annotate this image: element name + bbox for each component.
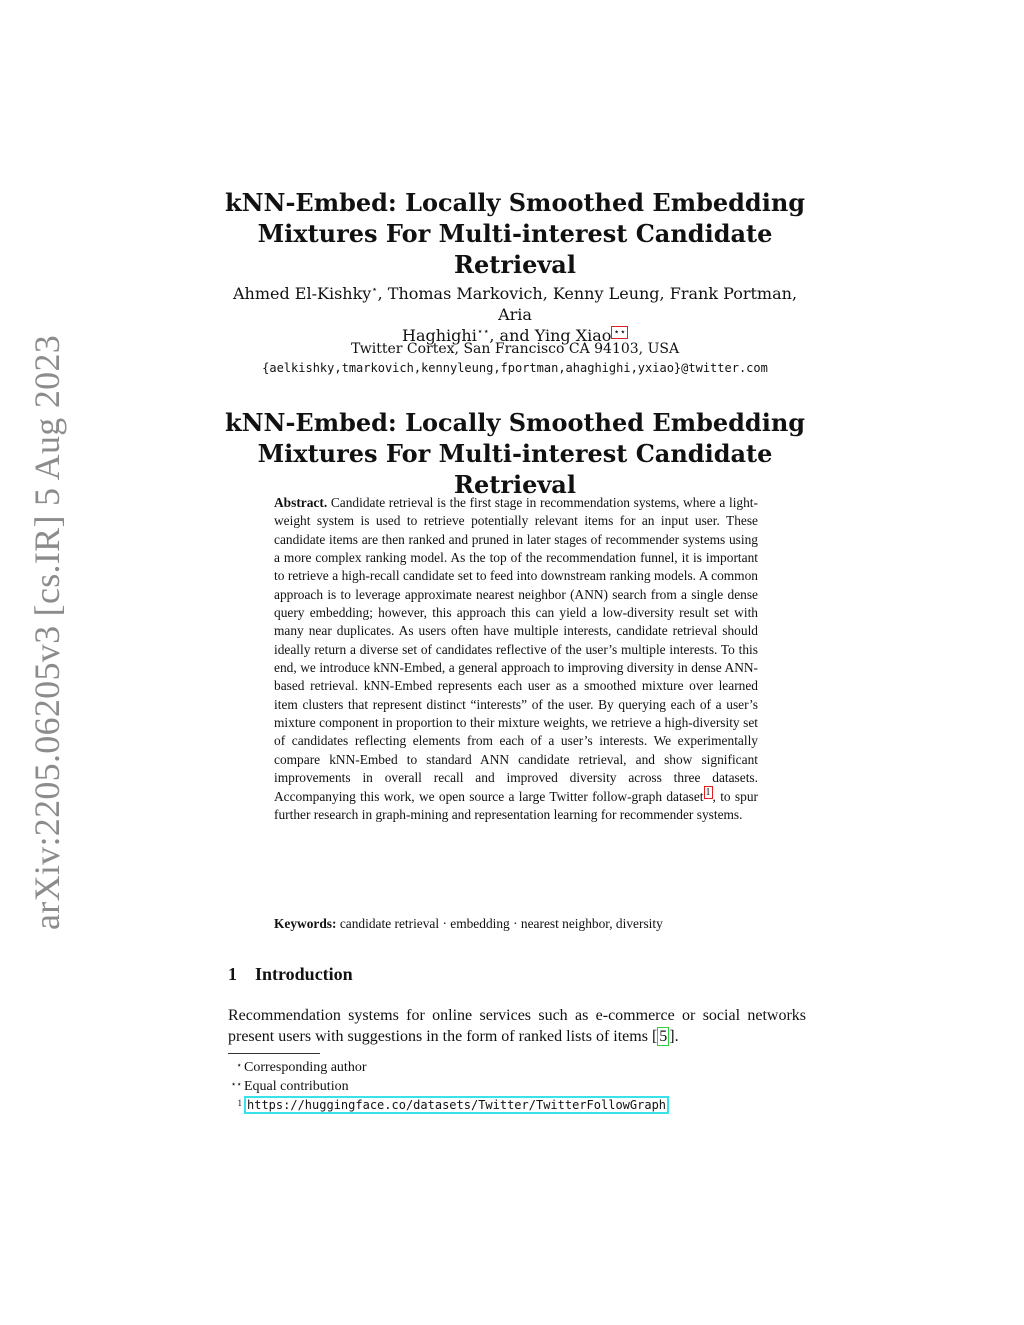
author-first: Ahmed El-Kishky — [232, 284, 372, 303]
footnote-text: Equal contribution — [244, 1079, 349, 1094]
author-list — [215, 283, 815, 346]
footnotes — [228, 1058, 828, 1115]
section-heading — [228, 964, 353, 985]
affiliation — [215, 340, 815, 378]
footnote-text: Corresponding author — [244, 1060, 367, 1075]
keywords-label: Keywords: — [274, 916, 337, 931]
footnote-link-1[interactable]: 1 — [705, 787, 711, 799]
authors-rest: , Thomas Markovich, Kenny Leung, Frank Portman, Aria — [377, 284, 798, 324]
dataset-url-link[interactable]: https://huggingface.co/datasets/Twitter/TwitterFollowGraph — [244, 1096, 669, 1114]
affiliation-emails: {aelkishky,tmarkovich,kennyleung,fportman,ahaghighi,yxiao}@twitter.com — [262, 361, 768, 375]
affiliation-org: Twitter Cortex, San Francisco CA 94103, USA — [350, 341, 680, 357]
footnote-mark: ⋆ — [236, 1060, 242, 1070]
abstract — [274, 494, 758, 824]
footnote-item — [228, 1058, 828, 1077]
abstract-text-end: , to spur further research in graph-mining and representation learning for recommender systems. — [274, 788, 758, 822]
intro-text: Recommendation systems for online services such as e-commerce or social networks present users with suggestions in the form of ranked lists of items [ — [228, 1007, 806, 1045]
title-repeat-line-2: Mixtures For Multi-interest Candidate Retrieval — [257, 439, 773, 499]
abstract-label: Abstract. — [274, 495, 328, 510]
citation-link[interactable]: 5 — [659, 1028, 668, 1045]
keywords — [274, 915, 758, 933]
author-xiao: , and Ying Xiao — [489, 326, 612, 345]
footnote-item — [228, 1096, 828, 1115]
paper-title-repeat — [200, 407, 830, 500]
author-haghighi: Haghighi — [402, 326, 477, 345]
title-line-1: kNN-Embed: Locally Smoothed Embedding — [224, 188, 806, 217]
equal-contrib-mark: ⋆⋆ — [476, 326, 490, 338]
footnote-mark: ⋆⋆ — [230, 1079, 242, 1089]
title-repeat-line-1: kNN-Embed: Locally Smoothed Embedding — [224, 408, 806, 437]
paper-title — [200, 187, 830, 280]
intro-paragraph — [228, 1005, 806, 1047]
arxiv-stamp: arXiv:2205.06205v3 [cs.IR] 5 Aug 2023 — [27, 334, 67, 930]
footnote-mark: 1 — [237, 1098, 242, 1108]
corresponding-mark: ⋆ — [371, 284, 378, 296]
footnote-link-equal[interactable]: ⋆⋆ — [613, 326, 626, 338]
intro-end: ]. — [669, 1028, 679, 1045]
section-number: 1 — [228, 964, 237, 984]
keywords-text: candidate retrieval · embedding · nearest neighbor, diversity — [339, 916, 663, 931]
title-line-2: Mixtures For Multi-interest Candidate Retrieval — [257, 219, 773, 279]
footnote-rule — [228, 1053, 320, 1054]
section-title: Introduction — [255, 964, 353, 984]
footnote-item — [228, 1077, 828, 1096]
abstract-text: Candidate retrieval is the first stage in recommendation systems, where a light-weight system is used to retrieve potentially relevant items for an input user. These candidate items are then ranked and pruned in later stages of recommender systems using a more complex ranking model. As the top of the recommendation funnel, it is important to retrieve a high-recall candidate set to feed into downstream ranking models. A common approach is to leverage approximate nearest neighbor (ANN) search from a single dense query embedding; however, this approach this can yield a low-diversity result set with many near duplicates. As users often have multiple interests, candidate retrieval should ideally return a diverse set of candidates reflective of the user’s multiple interests. To this end, we introduce kNN-Embed, a general approach to improving diversity in dense ANN-based retrieval. kNN-Embed represents each user as a smoothed mixture over learned item clusters that represent distinct “interests” of the user. By querying each of a user’s mixture component in proportion to their mixture weights, we retrieve a high-diversity set of candidates reflecting elements from each of a user’s interests. We experimentally compare kNN-Embed to standard ANN candidate retrieval, and show significant improvements in overall recall and improved diversity across three datasets. Accompanying this work, we open source a large Twitter follow-graph dataset — [274, 495, 758, 804]
